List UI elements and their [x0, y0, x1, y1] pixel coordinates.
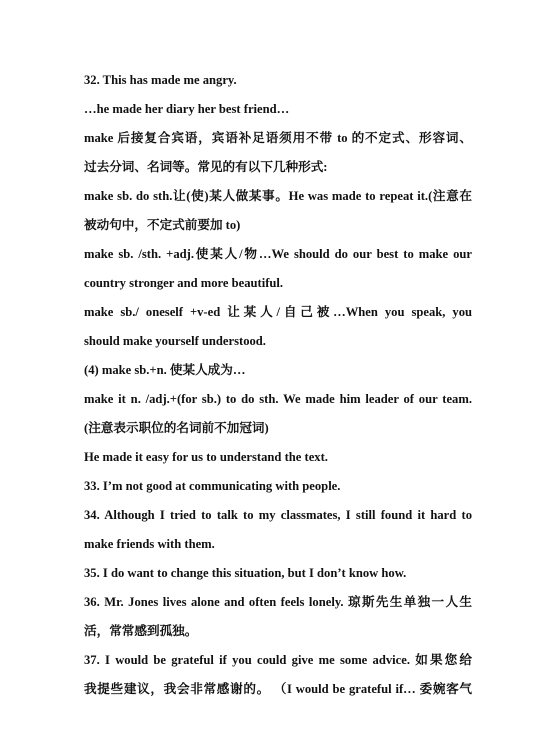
text-line: 36. Mr. Jones lives alone and often feels lonely. 琼斯先生单独一人生: [84, 595, 472, 609]
text-line: He made it easy for us to understand the text.: [84, 450, 328, 464]
text-line: 37. I would be grateful if you could give me some advice. 如果您给: [84, 653, 472, 667]
text-line: 活，常常感到孤独。: [84, 624, 198, 638]
text-line: make sb. do sth.让(使)某人做某事。He was made to repeat it.(注意在: [84, 189, 472, 203]
text-line: make sb. /sth. +adj.使某人/物…We should do our best to make our: [84, 247, 472, 261]
text-line: make sb./ oneself +v-ed 让某人/自己被…When you speak, you: [84, 305, 472, 319]
text-line: 过去分词、名词等。常见的有以下几种形式:: [84, 160, 328, 174]
text-line: country stronger and more beautiful.: [84, 276, 284, 290]
text-line: should make yourself understood.: [84, 334, 266, 348]
text-line: 我提些建议，我会非常感谢的。 （I would be grateful if… 委婉客气: [84, 682, 472, 696]
text-line: 被动句中，不定式前要加 to): [84, 218, 241, 232]
text-line: 35. I do want to change this situation, but I don’t know how.: [84, 566, 407, 580]
text-line: …he made her diary her best friend…: [84, 102, 290, 116]
text-line: (4) make sb.+n. 使某人成为…: [84, 363, 246, 377]
text-line: 34. Although I tried to talk to my classmates, I still found it hard to: [84, 508, 472, 522]
text-line: make 后接复合宾语，宾语补足语须用不带 to 的不定式、形容词、: [84, 131, 472, 145]
text-line: 32. This has made me angry.: [84, 73, 237, 87]
text-line: (注意表示职位的名词前不加冠词): [84, 421, 269, 435]
text-line: 33. I’m not good at communicating with people.: [84, 479, 341, 493]
text-line: make friends with them.: [84, 537, 215, 551]
document-page: [84, 66, 472, 704]
text-line: make it n. /adj.+(for sb.) to do sth. We made him leader of our team.: [84, 392, 472, 406]
